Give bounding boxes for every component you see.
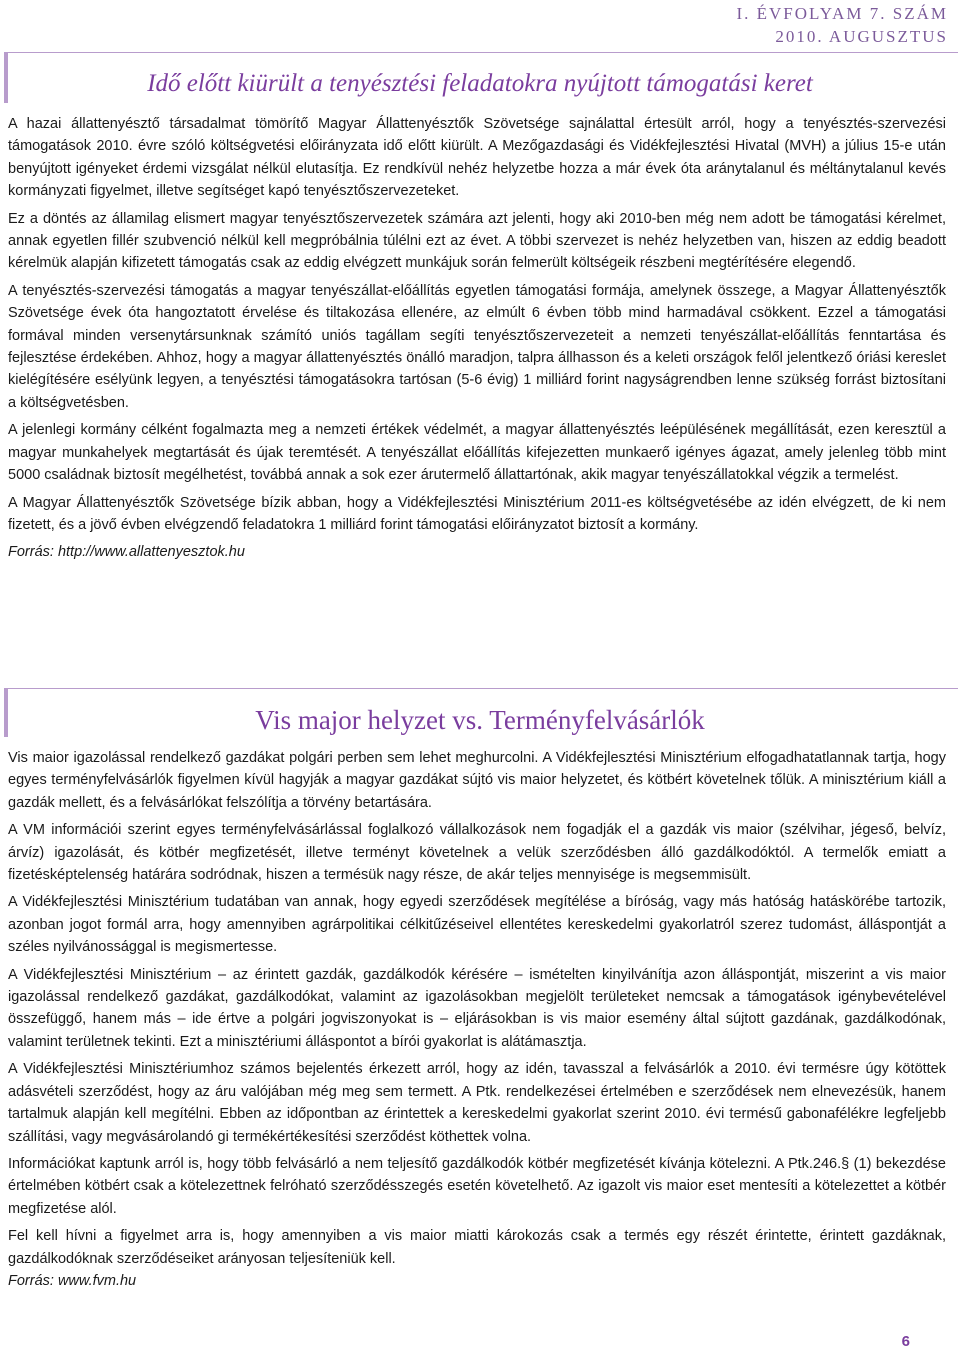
article-2-paragraph: A Vidékfejlesztési Minisztériumhoz számos bejelentés érkezett arról, hogy az idén, tavasszal a felvásárlók a 2010. évi termésre úgy kötöttek adásvételi szerződést, hogy az áru valójában még meg sem termett. A Ptk. rendelkezései értelmében e szerződések nem elnevezésük, hanem tartalmuk alapján kell megítélni. Ebben az időpontban az érintettek a kereskedelmi gyakorlat szerint 2010. évi termésű gabonafélékre legfeljebb szállítási, vagy megvásárolandó gi termékértékesítési szerződést köthettek volna.: [8, 1061, 946, 1145]
article-1-paragraph: A hazai állattenyésztő társadalmat tömörítő Magyar Állattenyésztők Szövetsége sajnálattal értesült arról, hogy a tenyésztés-szervezési támogatások 2010. évre szóló költségvetési előirányzata idő előtt kiürült. A Mezőgazdasági és Vidékfejlesztési Hivatal (MVH) a július 15-e után benyújtott igényeket érdemi vizsgálat nélkül elutasítja. Ez rendkívül nehéz helyzetbe hozza a már évek óta aránytalanul és méltánytalanul kevés kormányzati figyelmet, illetve segítséget kapó tenyésztőszervezeteket.: [8, 116, 946, 200]
page-number: 6: [901, 1333, 910, 1350]
article-2-paragraph: A Vidékfejlesztési Minisztérium tudatában van annak, hogy egyedi szerződések megítélése a bíróság, vagy más hatóság hatáskörébe tartozik, azonban jogot formál arra, hogy amennyiben agrárpolitikai célkitűzéseivel ellentétes kereskedelmi gyakorlatról szerez tudomást, álláspontját a széles nyilvánossággal is megismertesse.: [8, 894, 946, 956]
article-1-title: Idő előtt kiürült a tenyésztési feladatokra nyújtott támogatási keret: [147, 70, 813, 97]
article-2-paragraph: A VM információi szerint egyes terményfelvásárlással foglalkozó vállalkozások nem fogadják el a gazdák vis maior (szélvihar, jégeső, belvíz, árvíz) igazolását, és kötbér megfizetését, illetve terményt követelnek a velük szerződésben álló gazdálkodóktól. A termelők emiatt a fizetésképtelenség határára sodródnak, hiszen a termésük nagy része, de akár teljes mennyisége is megsemmisült.: [8, 822, 946, 884]
issue-date: 2010. AUGUSZTUS: [775, 27, 948, 46]
article-2-title: Vis major helyzet vs. Terményfelvásárlók: [255, 705, 705, 735]
article-2-paragraph: Vis maior igazolással rendelkező gazdákat polgári perben sem lehet meghurcolni. A Vidékfejlesztési Minisztérium elfogadhatatlannak tartja, hogy egyes terményfelvásárlók figyelmen kívül hagyják a magyar gazdákat sújtó vis maior helyzetet, és kötbért követelnek tőlük. A minisztérium kiáll a gazdák mellett, és a felvásárlókat felszólítja a törvény betartására.: [8, 750, 946, 811]
article-2-paragraph: Fel kell hívni a figyelmet arra is, hogy amennyiben a vis maior miatti károkozás csak a termés egy részét érintette, érintett gazdáknak, gazdálkodóknak szerződéseiket arányosan teljesíteniük kell.: [8, 1228, 946, 1267]
article-1-paragraph: A jelenlegi kormány célként fogalmazta meg a nemzeti értékek védelmét, a magyar állattenyésztés leépülésének megállítását, ezen keresztül a magyar munkahelyek megtartását és újak teremtését. A tenyészállat előállítás kifejezetten munkaerő igényes ágazat, amely jelenleg több mint 5000 családnak biztosít megélhetést, továbbá annak a sok ezer árutermelő állattartónak, akik magyar tenyészállatokkal végzik a termelést.: [8, 422, 946, 484]
article-1-source: Forrás: http://www.allattenyesztok.hu: [8, 544, 245, 561]
article-1-body: [8, 113, 946, 564]
article-2-paragraph: A Vidékfejlesztési Minisztérium – az érintett gazdák, gazdálkodók kérésére – ismételten kinyilvánítja azon álláspontját, miszerint a vis maior igazolással rendelkező gazdákat, gazdálkodókat, valamint az igazolásokban megjelölt területeket nemcsak a támogatások igénybevételével összefüggő, hanem más – ide értve a polgári jogviszonyokat is – eljárásokban is vis maior esemény által sújtott gazdának, gazdálkodónak, valamint területnek tekinti. Ezt a minisztériumi álláspontot a bírói gyakorlat is alátámasztja.: [8, 966, 946, 1050]
article-1-paragraph: A Magyar Állattenyésztők Szövetsége bízik abban, hogy a Vidékfejlesztési Minisztérium 2011-es költségvetésébe az idén elvégzett, de ki nem fizetett, és a jövő évben elvégzendő feladatokra 1 milliárd forint támogatási előirányzatot biztosít a kormány.: [8, 494, 946, 533]
article-1-paragraph: Ez a döntés az államilag elismert magyar tenyésztőszervezetek számára azt jelenti, hogy aki 2010-ben még nem adott be támogatási kérelmet, annak egyetlen fillér szubvenció nélkül kell megpróbálnia túlélni ezt az évet. A többi szervezet is nehéz helyzetben van, hiszen az eddig beadott kérelmük alapján kifizetett támogatás csak az eddig elvégzett munkájuk során felmerült költségeik részbeni megtérítésére elegendő.: [8, 210, 946, 272]
article-2-source: Forrás: www.fvm.hu: [8, 1272, 137, 1289]
article-2-body: [8, 747, 946, 1292]
issue-info: [736, 2, 948, 48]
article-1-paragraph: A tenyésztés-szervezési támogatás a magyar tenyészállat-előállítás egyetlen támogatási formája, amelynek összege, a Magyar Állattenyésztők Szövetsége évek óta hangoztatott érvelése és tiltakozása ellenére, az elmúlt 6 évben több mind harmadával csökkent. Ezzel a támogatási formával minden versenytársunknak számító uniós tagállam segíti tenyésztőszervezeteit a nemzeti tenyészállat-előállítás fenntartása és fejlesztése érdekében. Ahhoz, hogy a magyar állattenyésztés önálló maradjon, talpra állhasson és a keleti országok felől jelentkező óriási kereslet kielégítésére esélyünk legyen, a tenyésztési támogatásokra tartósan (5-6 évig) 1 milliárd forint nagyságrendben lenne szükség forrást biztosítani a költségvetésben.: [8, 282, 946, 411]
article-2-paragraph: Információkat kaptunk arról is, hogy több felvásárló a nem teljesítő gazdálkodók kötbér megfizetését kívánja kötelezni. A Ptk.246.§ (1) bekezdése értelmében kötbért csak a kötelezettnek felróható szerződésszegés esetén követelhető. Az igazolt vis maior eset mentesíti a kötelezettet a kötbér megfizetése alól.: [8, 1155, 946, 1217]
issue-volume: I. ÉVFOLYAM 7. SZÁM: [736, 4, 948, 23]
